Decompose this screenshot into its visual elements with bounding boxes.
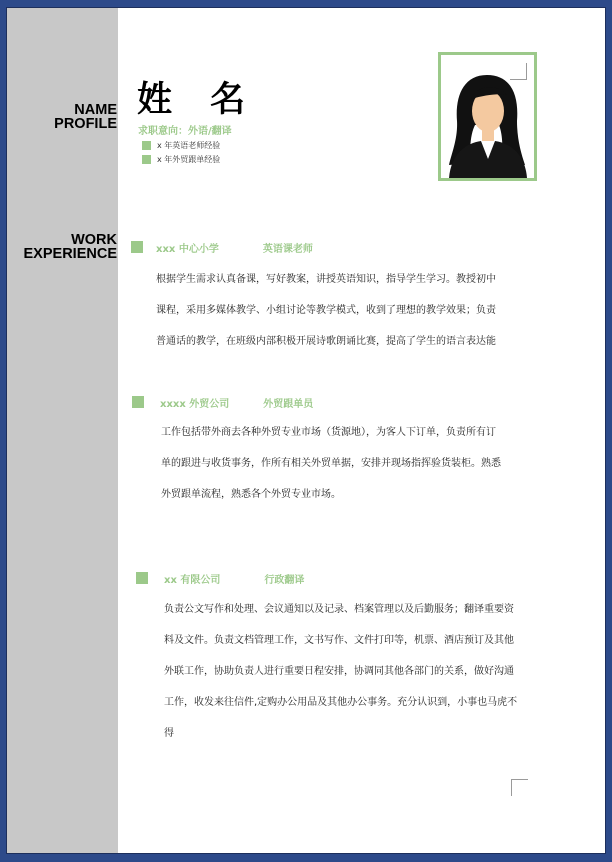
job-objective: 求职意向：外语/翻译 xyxy=(138,126,232,137)
job-desc-line: 得 xyxy=(164,728,174,739)
job-entry xyxy=(132,395,545,510)
job-desc-line: 料及文件。负责文档管理工作，文书写作、文件打印等，机票、酒店预订及其他 xyxy=(164,635,514,646)
job-header xyxy=(131,240,540,254)
bullet-square-icon xyxy=(132,396,144,408)
resume-page xyxy=(6,7,606,854)
list-item xyxy=(142,154,220,165)
job-header xyxy=(132,395,545,409)
corner-mark xyxy=(510,63,527,80)
job-desc-line: 外贸跟单流程，熟悉各个外贸专业市场。 xyxy=(161,489,341,500)
experience-label-line2: EXPERIENCE xyxy=(23,246,117,262)
left-sidebar xyxy=(7,8,118,853)
job-position: 英语课老师 xyxy=(262,243,313,255)
corner-mark xyxy=(511,779,528,796)
job-desc-line: 普通话的教学，在班级内部积极开展诗歌朗诵比赛，提高了学生的语言表达能 xyxy=(156,336,496,347)
job-desc-line: 工作包括带外商去各种外贸专业市场（货源地），为客人下订单，负责所有订 xyxy=(161,427,496,438)
job-header xyxy=(136,571,548,585)
experience-label-line1: WORK xyxy=(71,232,117,248)
bullet-square-icon xyxy=(136,572,148,584)
bullet-square-icon xyxy=(131,241,143,253)
job-desc-line: 外联工作，协助负责人进行重要日程安排，协调同其他各部门的关系，做好沟通 xyxy=(164,666,514,677)
job-desc-line: 课程，采用多媒体教学、小组讨论等教学模式，收到了理想的教学效果；负责 xyxy=(156,305,496,316)
job-desc-line: 根据学生需求认真备课，写好教案，讲授英语知识，指导学生学习。教授初中 xyxy=(156,274,496,285)
experience-section-label xyxy=(24,233,117,261)
job-description xyxy=(164,594,548,749)
profile-bullet: x 年英语老师经验 xyxy=(157,141,221,150)
job-company: xx 有限公司 xyxy=(164,574,221,586)
profile-label-line1: NAME xyxy=(74,102,117,118)
job-description xyxy=(156,264,540,357)
job-desc-line: 负责公文写作和处理、会议通知以及记录、档案管理以及后勤服务；翻译重要资 xyxy=(164,604,514,615)
job-position: 外贸跟单员 xyxy=(263,398,314,410)
job-entry xyxy=(131,240,540,357)
job-company: xxx 中心小学 xyxy=(156,243,219,255)
job-company: xxxx 外贸公司 xyxy=(160,398,230,410)
bullet-square-icon xyxy=(142,141,151,150)
profile-label-line2: PROFILE xyxy=(54,116,117,132)
job-desc-line: 单的跟进与收货事务，作所有相关外贸单据，安排并现场指挥验货装柜。熟悉 xyxy=(161,458,501,469)
bullet-square-icon xyxy=(142,155,151,164)
job-entry xyxy=(136,571,548,749)
list-item xyxy=(142,140,220,151)
profile-section-label xyxy=(54,103,117,131)
resume-name: 姓 名 xyxy=(137,80,259,120)
job-position: 行政翻译 xyxy=(264,574,305,586)
profile-bullet: x 年外贸跟单经验 xyxy=(157,155,221,164)
job-desc-line: 工作，收发来往信件,定购办公用品及其他办公事务。充分认识到，小事也马虎不 xyxy=(164,697,518,708)
job-description xyxy=(161,417,545,510)
